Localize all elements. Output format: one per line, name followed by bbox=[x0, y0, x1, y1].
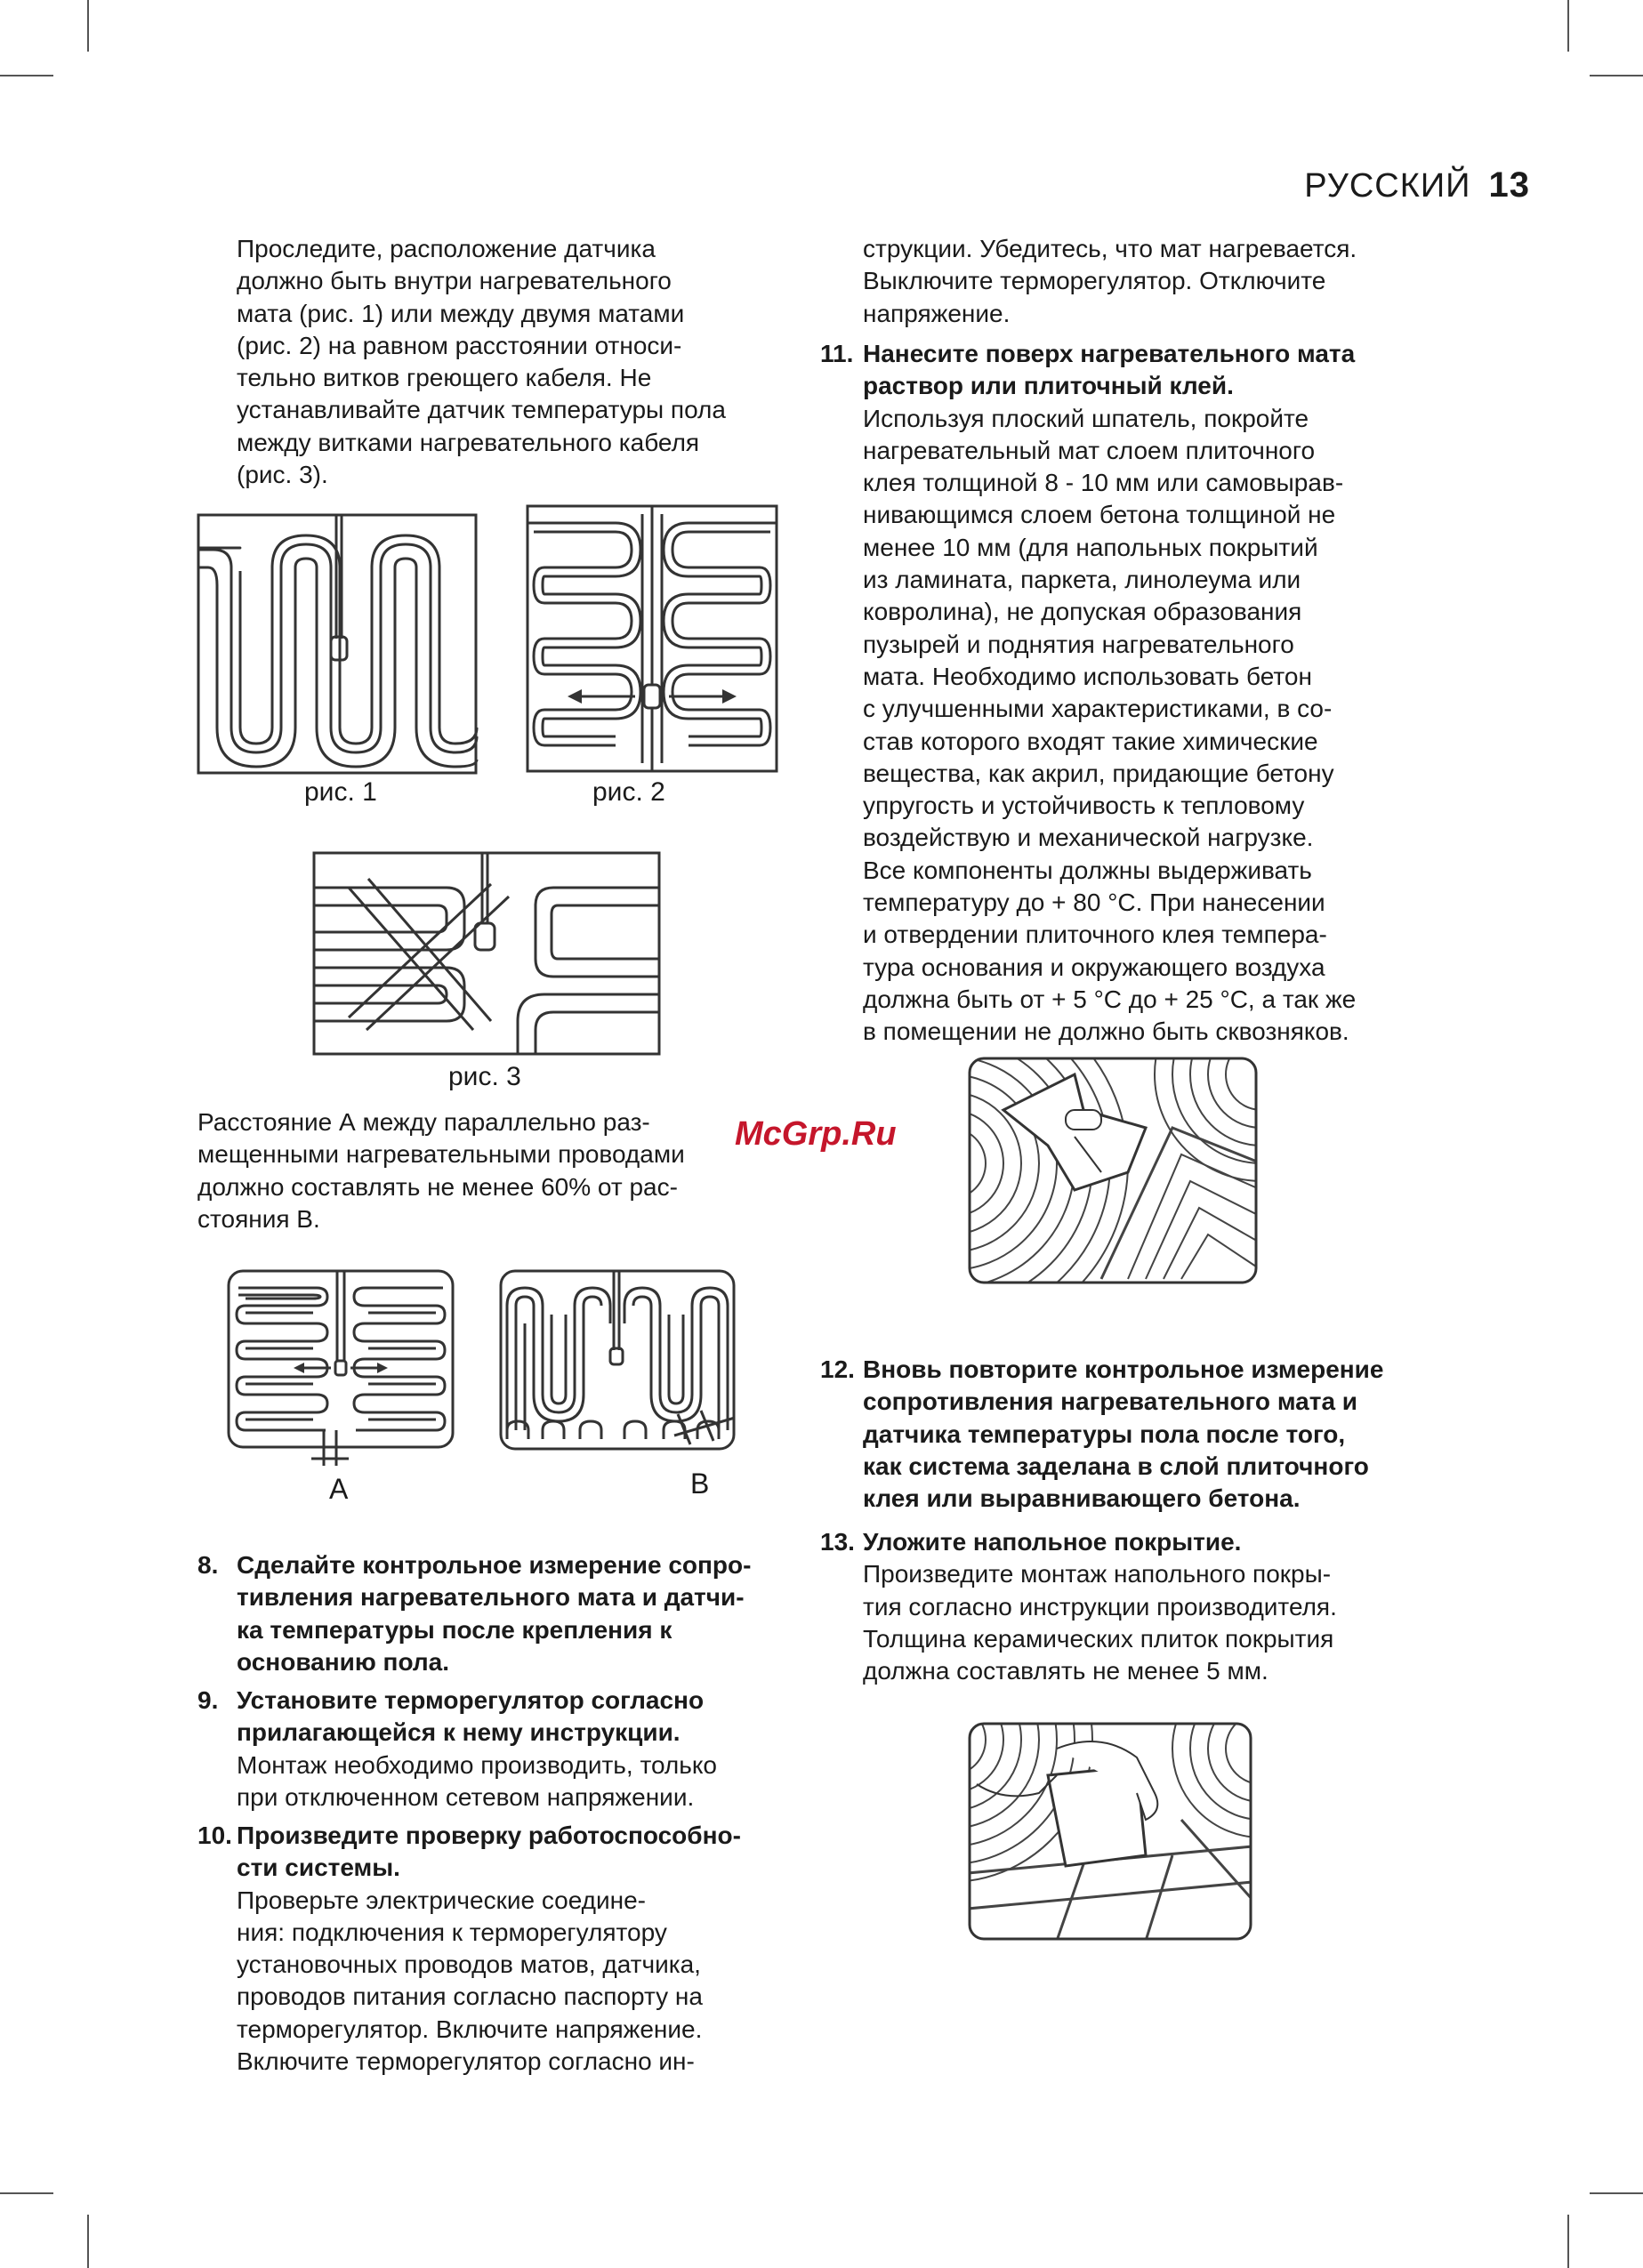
label-a: A bbox=[329, 1473, 349, 1505]
text-line: мещенными нагревательными проводами bbox=[197, 1140, 685, 1169]
figure-1-caption: рис. 1 bbox=[304, 777, 377, 807]
step-title-line: сопротивления нагревательного мата и bbox=[863, 1387, 1358, 1416]
text-line: стояния В. bbox=[197, 1204, 320, 1233]
step-title-line: ка температуры после крепления к bbox=[237, 1615, 673, 1644]
step-title-line: Установите терморегулятор согласно bbox=[237, 1686, 705, 1714]
step-title-line: прилагающейся к нему инструкции. bbox=[237, 1718, 681, 1747]
step-13 bbox=[820, 1526, 1337, 1687]
step-body-line: Проверьте электрические соедине- bbox=[237, 1886, 647, 1914]
step-number: 10. bbox=[197, 1822, 232, 1849]
crop-mark bbox=[1590, 75, 1643, 76]
crop-mark bbox=[87, 2215, 89, 2268]
step-body-line: терморегулятор. Включите напряжение. bbox=[237, 2015, 703, 2043]
step-12 bbox=[820, 1354, 1383, 1515]
step-number: 11. bbox=[820, 340, 854, 367]
continued-paragraph bbox=[863, 233, 1357, 330]
step-body-line: ковролина), не допуская образования bbox=[863, 598, 1302, 626]
step-title-line: датчика температуры пола после того, bbox=[863, 1420, 1346, 1448]
watermark: McGrp.Ru bbox=[735, 1115, 897, 1153]
step-body-line: должна быть от + 5 °С до + 25 °С, а так же bbox=[863, 985, 1357, 1013]
step-body-line: Монтаж необходимо производить, только bbox=[237, 1750, 717, 1779]
step-body-line: ния: подключения к терморегулятору bbox=[237, 1918, 667, 1946]
step-11 bbox=[820, 338, 1356, 1049]
step-title-line: Уложите напольное покрытие. bbox=[863, 1528, 1242, 1556]
step-title-line: Вновь повторите контрольное измерение bbox=[863, 1355, 1384, 1383]
text-line: напряжение. bbox=[863, 299, 1011, 327]
step-body-line: нивающимся слоем бетона толщиной не bbox=[863, 501, 1336, 529]
step-title-line: Произведите проверку работоспособно- bbox=[237, 1822, 741, 1849]
text-line: между витками нагревательного кабеля bbox=[237, 428, 700, 456]
step-body-line: мата. Необходимо использовать бетон bbox=[863, 662, 1312, 690]
distance-a-diagram bbox=[228, 1270, 454, 1448]
step-title-line: раствор или плиточный клей. bbox=[863, 372, 1234, 400]
intro-paragraph bbox=[237, 233, 726, 491]
step-body-line: проводов питания согласно паспорту на bbox=[237, 1982, 703, 2011]
step-title-line: тивления нагревательного мата и датчи- bbox=[237, 1583, 745, 1612]
text-line: Расстояние А между параллельно раз- bbox=[197, 1108, 650, 1136]
step-body-line: клея толщиной 8 - 10 мм или самовырав- bbox=[863, 469, 1344, 497]
step-body-line: тия согласно инструкции производителя. bbox=[863, 1592, 1337, 1621]
step-8 bbox=[197, 1549, 751, 1678]
crop-mark bbox=[87, 0, 89, 52]
step-number: 8. bbox=[197, 1551, 219, 1579]
step-body-line: при отключенном сетевом напряжении. bbox=[237, 1782, 695, 1811]
step-body-line: воздействую и механической нагрузке. bbox=[863, 824, 1314, 852]
step-body-line: температуру до + 80 °С. При нанесении bbox=[863, 889, 1325, 917]
step-body-line: нагревательный мат слоем плиточного bbox=[863, 436, 1316, 464]
step-number: 9. bbox=[197, 1686, 219, 1714]
text-line: мата (рис. 1) или между двумя матами bbox=[237, 299, 685, 327]
label-b: B bbox=[690, 1468, 710, 1500]
text-line: струкции. Убедитесь, что мат нагревается. bbox=[863, 235, 1357, 262]
step-body-line: менее 10 мм (для напольных покрытий bbox=[863, 533, 1318, 561]
step-title-line: как система заделана в слой плиточного bbox=[863, 1452, 1369, 1480]
text-line: должно составлять не менее 60% от рас- bbox=[197, 1172, 678, 1201]
step-title-line: основанию пола. bbox=[237, 1647, 450, 1676]
crop-mark bbox=[0, 75, 53, 76]
figure-3-caption: рис. 3 bbox=[448, 1062, 521, 1091]
step-body-line: с улучшенными характеристиками, в со- bbox=[863, 695, 1333, 723]
step-body-line: став которого входят такие химические bbox=[863, 727, 1318, 755]
step-body-line: Включите терморегулятор согласно ин- bbox=[237, 2047, 695, 2076]
text-line: устанавливайте датчик температуры пола bbox=[237, 396, 726, 424]
distance-b-diagram bbox=[500, 1270, 735, 1450]
step-10 bbox=[197, 1820, 741, 2078]
step-title-line: клея или выравнивающего бетона. bbox=[863, 1484, 1301, 1513]
step-body-line: и отвердении плиточного клея темпера- bbox=[863, 921, 1327, 949]
figure-2-caption: рис. 2 bbox=[592, 777, 665, 807]
text-line: Выключите терморегулятор. Отключите bbox=[863, 267, 1326, 295]
step-body-line: из ламината, паркета, линолеума или bbox=[863, 566, 1301, 594]
language-label: РУССКИЙ bbox=[1304, 167, 1471, 205]
step-body-line: Произведите монтаж напольного покры- bbox=[863, 1560, 1332, 1588]
figure-1-diagram bbox=[197, 514, 477, 774]
text-line: Проследите, расположение датчика bbox=[237, 235, 656, 262]
tiling-illustration bbox=[968, 1722, 1252, 1941]
crop-mark bbox=[0, 2192, 53, 2194]
step-body-line: установочных проводов матов, датчика, bbox=[237, 1950, 701, 1979]
crop-mark bbox=[1567, 0, 1569, 52]
adhesive-illustration bbox=[968, 1057, 1258, 1284]
text-line: тельно витков греющего кабеля. Не bbox=[237, 364, 652, 392]
step-title-line: Нанесите поверх нагревательного мата bbox=[863, 340, 1356, 367]
step-number: 12. bbox=[820, 1355, 855, 1383]
crop-mark bbox=[1590, 2192, 1643, 2194]
step-body-line: Все компоненты должны выдерживать bbox=[863, 856, 1312, 884]
step-body-line: должна составлять не менее 5 мм. bbox=[863, 1657, 1268, 1685]
text-line: (рис. 2) на равном расстоянии относи- bbox=[237, 331, 682, 359]
figure-2-diagram bbox=[527, 505, 777, 772]
step-title-line: Сделайте контрольное измерение сопро- bbox=[237, 1551, 752, 1579]
step-9 bbox=[197, 1685, 717, 1814]
step-body-line: Используя плоский шпатель, покройте bbox=[863, 404, 1309, 432]
step-body-line: вещества, как акрил, придающие бетону bbox=[863, 759, 1334, 787]
distance-paragraph bbox=[197, 1106, 685, 1235]
step-body-line: пузырей и поднятия нагревательного bbox=[863, 630, 1294, 658]
page-number: 13 bbox=[1488, 165, 1530, 205]
text-line: (рис. 3). bbox=[237, 461, 328, 489]
step-body-line: в помещении не должно быть сквозняков. bbox=[863, 1017, 1349, 1046]
step-body-line: тура основания и окружающего воздуха bbox=[863, 953, 1325, 981]
step-number: 13. bbox=[820, 1528, 855, 1556]
crop-mark bbox=[1567, 2215, 1569, 2268]
text-line: должно быть внутри нагревательного bbox=[237, 267, 672, 295]
page-header bbox=[1228, 165, 1530, 205]
step-body-line: Толщина керамических плиток покрытия bbox=[863, 1624, 1334, 1653]
figure-3-diagram bbox=[313, 852, 660, 1055]
step-title-line: сти системы. bbox=[237, 1854, 400, 1882]
step-body-line: упругость и устойчивость к тепловому bbox=[863, 792, 1305, 820]
